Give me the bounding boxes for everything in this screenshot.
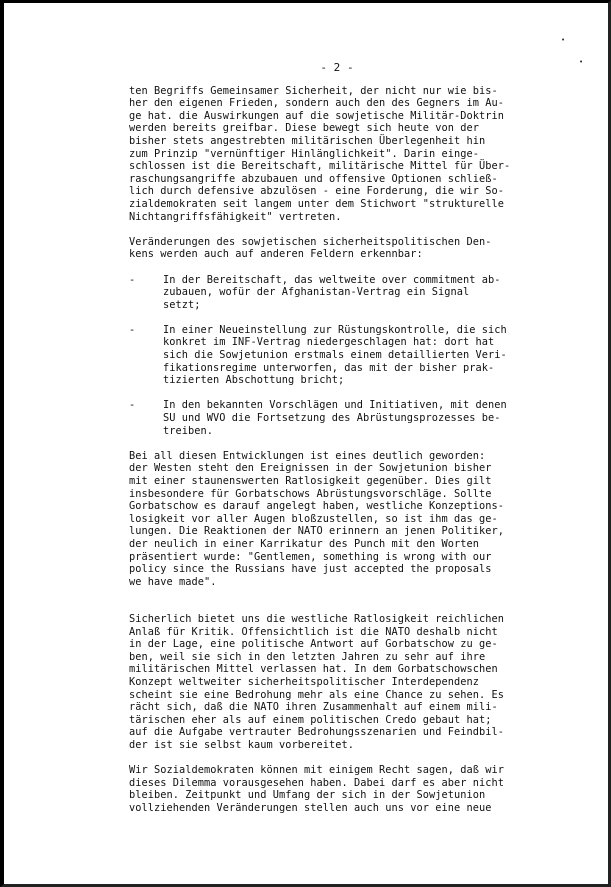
list-item [129,274,545,312]
list-item [129,399,545,437]
dash-marker: - [129,399,136,412]
list-item-text: In den bekannten Vorschlägen und Initiativen, mit denen SU und WVO die Fortsetzung des Abrüstungsprozesses be- treiben. [163,399,507,437]
scan-speck: • [561,36,566,44]
dash-list [129,274,545,438]
paragraph-sozialdemokraten: Wir Sozialdemokraten können mit einigem Recht sagen, daß wir dieses Dilemma vorausgesehen haben. Dabei darf es aber nicht bleiben. Zeitpunkt und Umfang der sich in der Sowjetunion vollziehenden Veränderungen stellen auch uns vor eine neue [129,764,504,814]
spacer [129,601,545,613]
list-item-text: In der Bereitschaft, das weltweite over commitment ab- zubauen, wofür der Afghanistan-Vertrag ein Signal setzt; [163,273,501,311]
dash-marker: - [129,323,136,336]
dash-marker: - [129,273,136,286]
scan-speck: • [579,58,584,66]
page-number: - 2 - [320,61,354,74]
list-item [129,324,545,387]
paragraph-westliche-ratlosigkeit: Bei all diesen Entwicklungen ist eines deutlich geworden: der Westen steht den Ereignissen in der Sowjetunion bisher mit einer staunenswerten Ratlosigkeit gegenüber. Dies gilt insbesondere für Gorbatschows Abrüstungsvorschläge. Sollte Gorbatschow es darauf angelegt haben, westliche Konzeptions- losigkeit vor aller Augen bloßzustellen, so ist ihm das ge- lungen. Die Reaktionen der NATO erinnern an jenen Politiker, der neulich in einer Karrikatur des Punch mit den Worten präsentiert wurde: "Gentlemen, something is wrong with our policy since the Russians have just accepted the proposals we have made". [129,449,504,588]
paragraph-gemeinsame-sicherheit: ten Begriffs Gemeinsamer Sicherheit, der nicht nur wie bis- her den eigenen Frieden, sondern auch den des Gegners im Au- ge hat. die Auswirkungen auf die sowjetische Militär-Doktrin werden bereits greifbar. Diese bewegt sich heute von der bisher stets angestrebten militärischen Überlegenheit hin zum Prinzip "vernünftiger Hinlänglichkeit". Darin einge- schlossen ist die Bereitschaft, militärische Mittel für Über- raschungsangriffe abzubauen und offensive Optionen schließ- lich durch defensive abzulösen - eine Forderung, die wir So- zialdemokraten seit langem unter dem Stichwort "strukturelle Nichtangriffsfähigkeit" vertreten. [129,84,511,223]
paragraph-kritik-nato: Sicherlich bietet uns die westliche Ratlosigkeit reichlichen Anlaß für Kritik. Offensichtlich ist die NATO deshalb nicht in der Lage, eine politische Antwort auf Gorbatschow zu ge- ben, weil sie sich in den letzten Jahren zu sehr auf ihre militärischen Mittel verlassen hat. In dem Gorbatschowschen Konzept weltweiter sicherheitspolitischer Interdependenz scheint sie eine Bedrohung mehr als eine Chance zu sehen. Es rächt sich, daß die NATO ihren Zusammenhalt auf einem mili- tärischen eher als auf einem politischen Credo gebaut hat; auf die Aufgabe vertrauter Bedrohungsszenarien und Feindbil- der ist sie selbst kaum vorbereitet. [129,612,504,751]
document-page [129,62,545,827]
list-item-text: In einer Neueinstellung zur Rüstungskontrolle, die sich konkret im INF-Vertrag niedergeschlagen hat: dort hat sich die Sowjetunion erstmals einem detaillierten Veri- fikationsregime unterworfen, das mit der bisher prak- tizierten Abschottung bricht; [163,323,507,387]
paragraph-veraenderungen-intro: Veränderungen des sowjetischen sicherheitspolitischen Den- kens werden auch auf anderen Feldern erkennbar: [129,235,492,261]
